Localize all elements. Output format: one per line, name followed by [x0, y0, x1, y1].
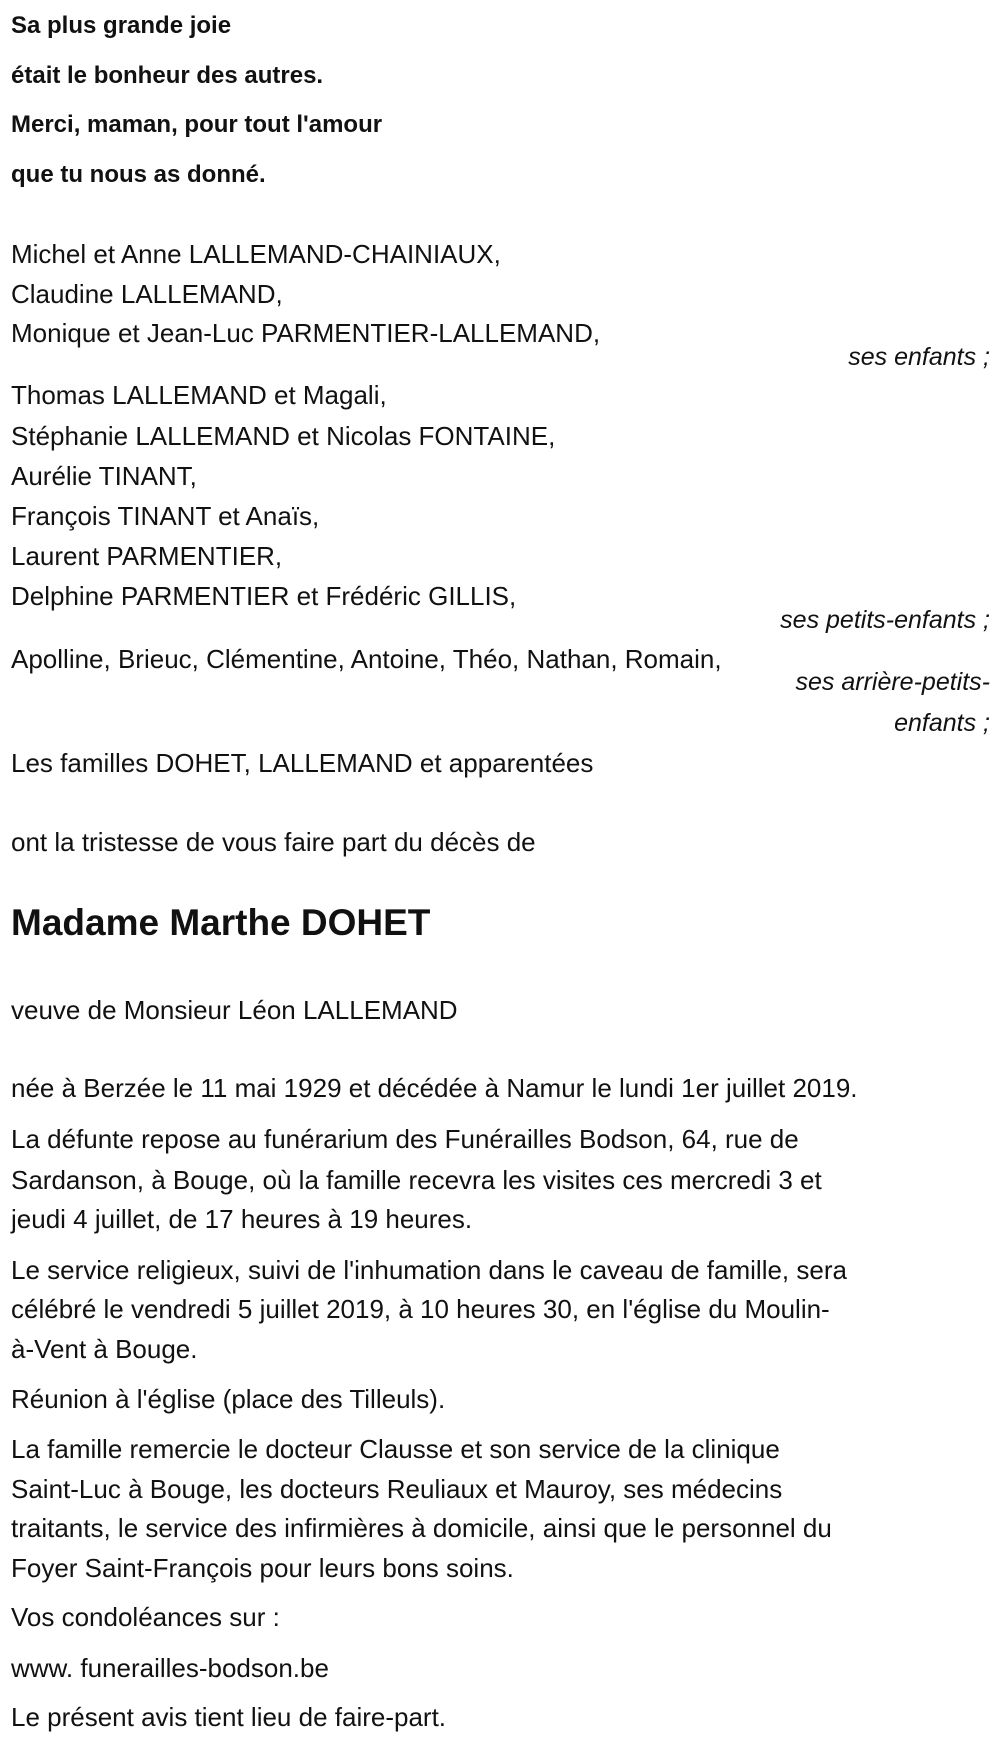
- text-line: Sardanson, à Bouge, où la famille recevra les visites ces mercredi 3 et: [11, 1165, 822, 1195]
- widow-of: veuve de Monsieur Léon LALLEMAND: [11, 995, 458, 1025]
- text-line: Saint-Luc à Bouge, les docteurs Reuliaux et Mauroy, ses médecins: [11, 1474, 783, 1504]
- condolences-label: Vos condoléances sur :: [11, 1602, 280, 1632]
- text-line: à-Vent à Bouge.: [11, 1334, 198, 1364]
- text-line: célébré le vendredi 5 juillet 2019, à 10 heures 30, en l'église du Moulin-: [11, 1294, 830, 1324]
- families: Les familles DOHET, LALLEMAND et apparentées: [11, 748, 594, 778]
- great-grandchildren-label: ses arrière-petits-: [795, 668, 990, 696]
- text-line: Réunion à l'église (place des Tilleuls).: [11, 1384, 446, 1414]
- text-line: née à Berzée le 11 mai 1929 et décédée à Namur le lundi 1er juillet 2019.: [11, 1073, 858, 1103]
- grandchild: Laurent PARMENTIER,: [11, 541, 283, 571]
- grandchild: Aurélie TINANT,: [11, 461, 197, 491]
- epigraph-line: Sa plus grande joie: [11, 12, 232, 39]
- website-link[interactable]: www. funerailles-bodson.be: [11, 1653, 329, 1683]
- text-line: La défunte repose au funérarium des Funérailles Bodson, 64, rue de: [11, 1124, 799, 1154]
- great-grandchildren-names: Apolline, Brieuc, Clémentine, Antoine, Théo, Nathan, Romain,: [11, 644, 722, 674]
- deceased-name: Madame Marthe DOHET: [11, 902, 431, 943]
- great-grandchildren-label: enfants ;: [894, 709, 990, 737]
- epigraph-line: Merci, maman, pour tout l'amour: [11, 111, 383, 138]
- closing-note: Le présent avis tient lieu de faire-part.: [11, 1702, 447, 1732]
- child: Monique et Jean-Luc PARMENTIER-LALLEMAND,: [11, 318, 601, 348]
- children-label: ses enfants ;: [848, 343, 990, 371]
- grandchildren-label: ses petits-enfants ;: [780, 606, 990, 634]
- text-line: La famille remercie le docteur Clausse et son service de la clinique: [11, 1434, 780, 1464]
- epigraph-line: que tu nous as donné.: [11, 161, 266, 188]
- grandchild: François TINANT et Anaïs,: [11, 501, 320, 531]
- child: Michel et Anne LALLEMAND-CHAINIAUX,: [11, 239, 501, 269]
- epigraph-line: était le bonheur des autres.: [11, 62, 324, 89]
- text-line: traitants, le service des infirmières à domicile, ainsi que le personnel du: [11, 1513, 832, 1543]
- text-line: jeudi 4 juillet, de 17 heures à 19 heures.: [11, 1204, 473, 1234]
- grandchild: Thomas LALLEMAND et Magali,: [11, 380, 387, 410]
- child: Claudine LALLEMAND,: [11, 279, 283, 309]
- text-line: Foyer Saint-François pour leurs bons soins.: [11, 1553, 514, 1583]
- text-line: Le service religieux, suivi de l'inhumation dans le caveau de famille, sera: [11, 1255, 847, 1285]
- announcement: ont la tristesse de vous faire part du décès de: [11, 827, 536, 857]
- grandchild: Delphine PARMENTIER et Frédéric GILLIS,: [11, 581, 517, 611]
- grandchild: Stéphanie LALLEMAND et Nicolas FONTAINE,: [11, 421, 556, 451]
